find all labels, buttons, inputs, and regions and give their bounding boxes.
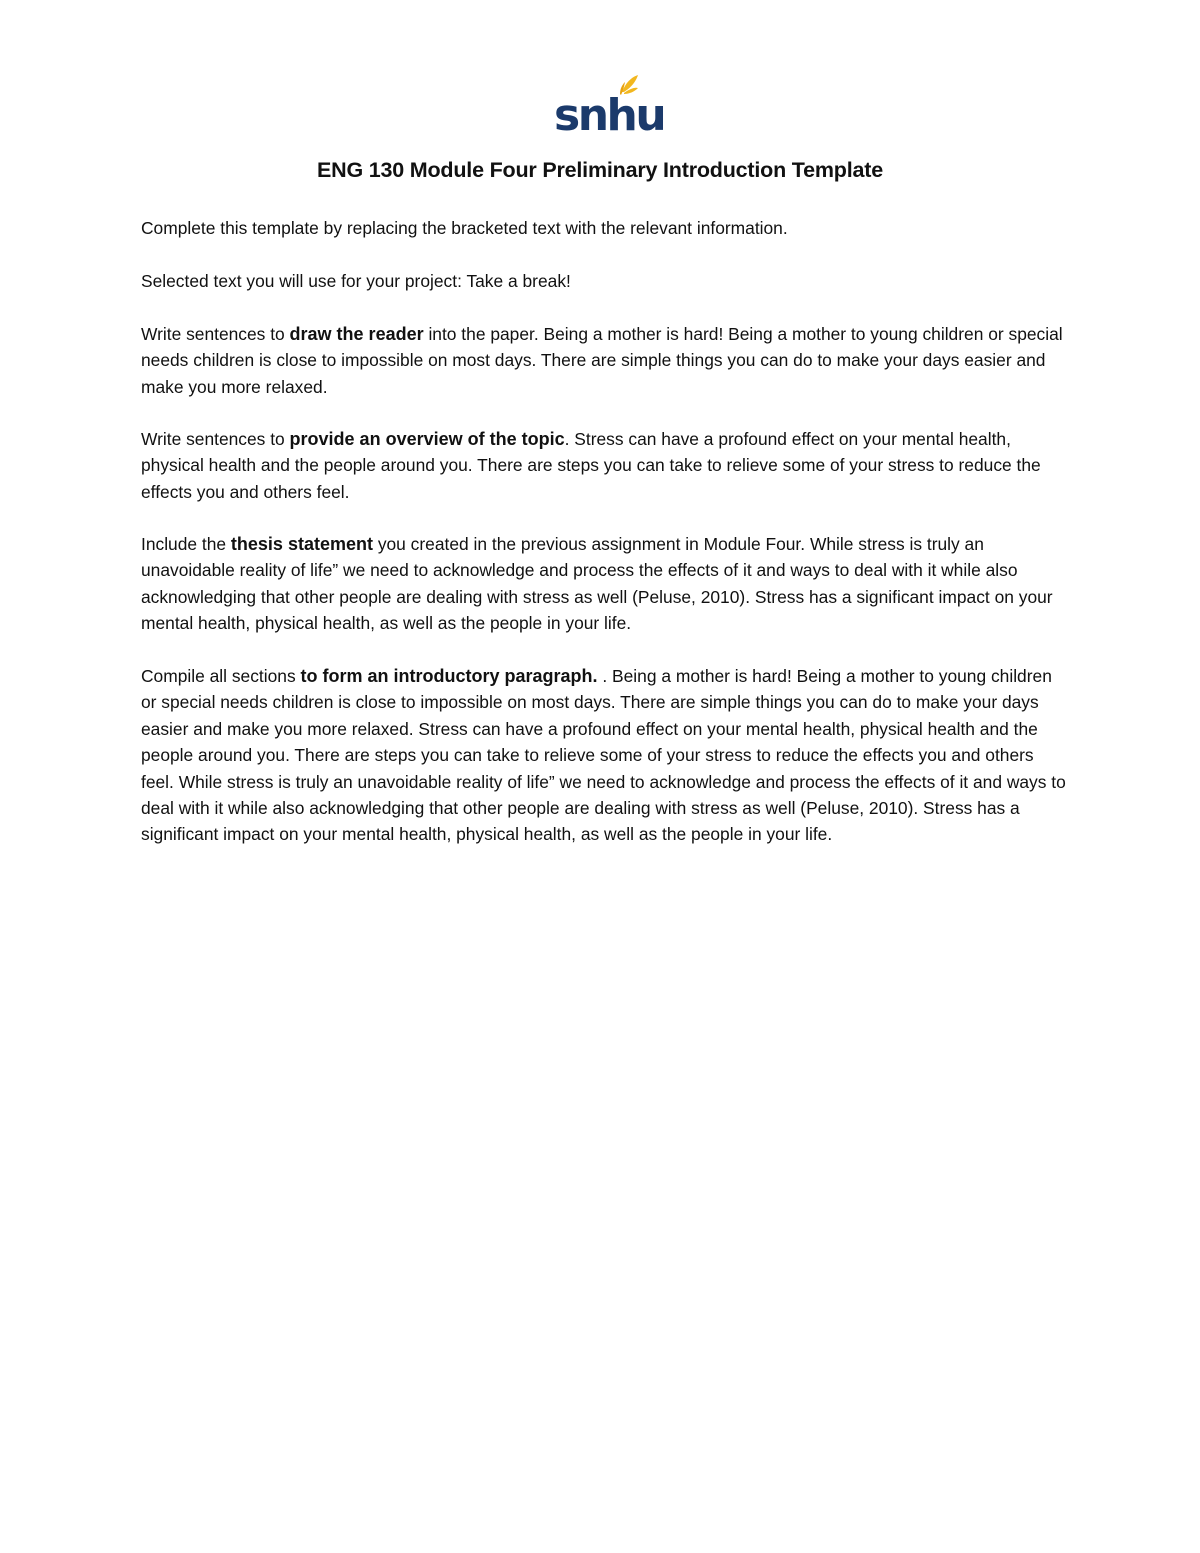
selected-text-value: Take a break! [466, 271, 571, 291]
selected-text-label: Selected text you will use for your project: [141, 271, 467, 291]
thesis-response: While stress is truly an unavoidable reality of life” we need to acknowledge and process the effects of it and ways to deal with it while also acknowledging that other people are dealing with stress as well (Peluse, 2010). Stress has a significant impact on your mental health, physical health, as well as the people in your life. [141, 534, 1053, 634]
compile-response: Being a mother is hard! Being a mother to young children or special needs children is close to impossible on most days. There are simple things you can do to make your days easier and make you more relaxed. Stress can have a profound effect on your mental health, physical health and the people around you. There are steps you can take to relieve some of your stress to reduce the effects you and others feel. While stress is truly an unavoidable reality of life” we need to acknowledge and process the effects of it and ways to deal with it while also acknowledging that other people are dealing with stress as well (Peluse, 2010). Stress has a significant impact on your mental health, physical health, as well as the people in your life. [141, 666, 1066, 845]
overview-response: Stress can have a profound effect on your mental health, physical health and the people around you. There are steps you can take to relieve some of your stress to reduce the effects you and others feel. [141, 429, 1041, 502]
document-title: ENG 130 Module Four Preliminary Introduction Template [316, 158, 883, 182]
thesis-suffix: you created in the previous assignment in Module Four. [372, 534, 810, 554]
snhu-logo-mark [552, 72, 665, 141]
draw-reader-emphasis: draw the reader [289, 324, 424, 344]
draw-reader-suffix: into the paper. [423, 324, 544, 344]
overview-suffix: . [564, 429, 575, 449]
draw-reader-paragraph [141, 321, 1066, 400]
overview-paragraph [141, 426, 1066, 505]
selected-text-paragraph [141, 268, 1066, 294]
overview-prefix: Write sentences to [141, 429, 290, 449]
overview-emphasis: provide an overview of the topic [289, 429, 565, 449]
thesis-prefix: Include the [141, 534, 231, 554]
snhu-logo [552, 72, 665, 141]
draw-reader-response: Being a mother is hard! Being a mother to young children or special needs children is close to impossible on most days. There are simple things you can do to make your days easier and make you more relaxed. [141, 324, 1063, 397]
compile-emphasis: to form an introductory paragraph. [300, 666, 598, 686]
thesis-emphasis: thesis statement [230, 534, 373, 554]
compile-paragraph [141, 663, 1066, 848]
svg-text:snhu: snhu [554, 90, 665, 141]
compile-prefix: Compile all sections [141, 666, 301, 686]
instructions-paragraph: Complete this template by replacing the bracketed text with the relevant information. [141, 218, 788, 238]
thesis-paragraph [141, 531, 1066, 637]
draw-reader-prefix: Write sentences to [141, 324, 290, 344]
compile-suffix: . [597, 666, 613, 686]
